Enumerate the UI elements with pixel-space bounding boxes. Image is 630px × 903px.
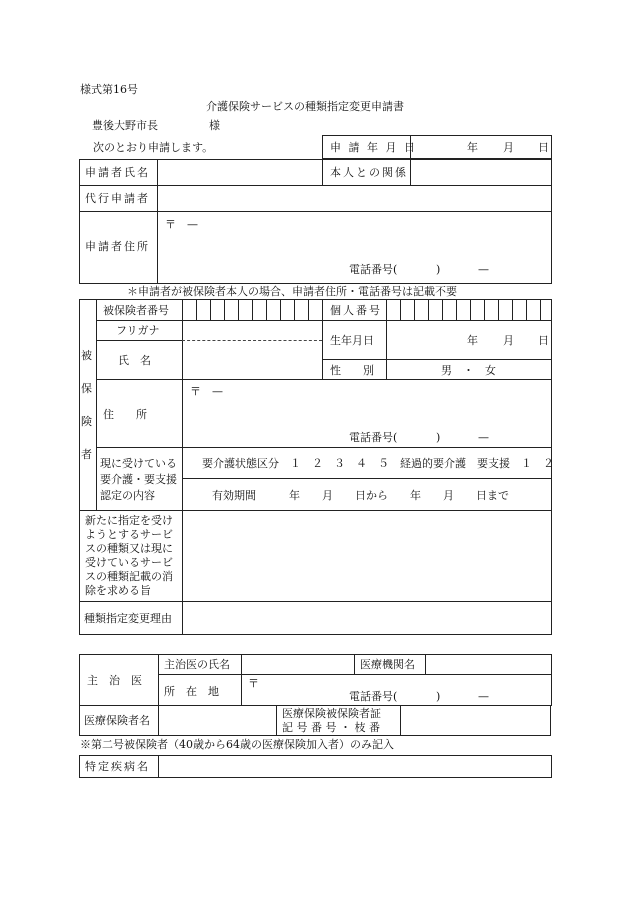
sex-options[interactable]: 男 ・ 女 <box>441 364 496 377</box>
application-date-label: 申 請 年 月 日 <box>330 141 417 154</box>
insured-phone-dash: — <box>478 431 489 444</box>
note-second-insured: ※第二号被保険者（40歳から64歳の医療保険加入者）のみ記入 <box>80 738 394 751</box>
doctor-phone-close: ) <box>436 690 441 703</box>
service-request-line5: スの種類記載の消 <box>85 570 173 583</box>
change-reason-field[interactable] <box>183 602 551 634</box>
service-request-line3: スの種類又は現に <box>85 542 173 555</box>
birth-month: 月 <box>503 334 514 347</box>
doctor-postal-mark: 〒 <box>248 677 259 690</box>
insured-side-char-2: 保 <box>81 382 92 395</box>
service-request-line6: 除を求める旨 <box>85 584 151 597</box>
application-date-year: 年 <box>467 141 478 154</box>
intro-text: 次のとおり申請します。 <box>93 141 214 154</box>
insured-number-label: 被保険者番号 <box>103 304 169 317</box>
insured-postal-dash: — <box>212 385 223 398</box>
application-date-day: 日 <box>538 141 549 154</box>
service-request-line2: ようとするサービ <box>85 528 173 541</box>
insured-side-char-3: 険 <box>81 415 92 428</box>
insured-postal-mark: 〒 <box>190 385 201 398</box>
institution-field[interactable] <box>426 655 551 673</box>
doctor-label: 主 治 医 <box>87 674 142 687</box>
care-label-line1: 現に受けている <box>100 457 177 470</box>
application-date-field[interactable] <box>411 136 551 158</box>
postal-mark: 〒 <box>165 218 176 231</box>
note-applicant: ＊申請者が被保険者本人の場合、申請者住所・電話番号は記載不要 <box>127 285 457 298</box>
proxy-applicant-field[interactable] <box>158 186 551 210</box>
furigana-field[interactable] <box>183 321 321 339</box>
personal-number-label: 個人番号 <box>330 304 382 317</box>
insured-name-label: 氏 名 <box>118 354 151 367</box>
insured-phone-close: ) <box>436 431 441 444</box>
relation-label: 本人との関係 <box>330 166 408 179</box>
disease-label: 特定疾病名 <box>85 760 150 773</box>
sex-label: 性 別 <box>330 364 374 377</box>
care-level-options[interactable]: 要介護状態区分 １ ２ ３ ４ ５ 経過的要介護 要支援 １ ２ <box>202 457 554 470</box>
insured-number-field[interactable] <box>183 300 321 319</box>
form-number: 様式第16号 <box>80 83 138 96</box>
phone-dash: — <box>478 263 489 276</box>
postal-dash: — <box>187 218 198 231</box>
service-request-field[interactable] <box>183 511 551 600</box>
doctor-phone-dash: — <box>478 690 489 703</box>
cert-number-field[interactable] <box>401 706 550 735</box>
doctor-phone-label: 電話番号( <box>349 690 398 703</box>
location-label: 所 在 地 <box>164 685 219 698</box>
validity-period[interactable]: 有効期間 年 月 日から 年 月 日まで <box>212 489 509 502</box>
phone-label: 電話番号( <box>349 263 398 276</box>
doctor-name-field[interactable] <box>242 655 353 673</box>
insured-side-char-4: 者 <box>81 448 92 461</box>
institution-label: 医療機関名 <box>360 658 415 671</box>
cert-label-line1: 医療保険被保険者証 <box>282 707 381 720</box>
applicant-name-field[interactable] <box>158 160 321 184</box>
application-date-month: 月 <box>503 141 514 154</box>
personal-number-field[interactable] <box>387 300 551 319</box>
care-label-line2: 要介護・要支援 <box>100 473 177 486</box>
proxy-applicant-label: 代行申請者 <box>85 192 150 205</box>
doctor-name-label: 主治医の氏名 <box>164 658 230 671</box>
birth-year: 年 <box>467 334 478 347</box>
birth-date-label: 生年月日 <box>330 334 374 347</box>
insured-side-char-1: 被 <box>81 349 92 362</box>
addressee-honorific: 様 <box>209 119 220 132</box>
service-request-line1: 新たに指定を受け <box>85 514 173 527</box>
insured-address-label: 住 所 <box>103 408 147 421</box>
insured-name-field[interactable] <box>183 341 321 378</box>
relation-field[interactable] <box>411 160 551 184</box>
service-request-line4: 受けているサービ <box>85 556 173 569</box>
insurer-field[interactable] <box>159 706 275 735</box>
insured-phone-label: 電話番号( <box>349 431 398 444</box>
cert-label-line2: 記 号 番 号 ・ 枝 番 <box>282 721 380 734</box>
applicant-name-label: 申請者氏名 <box>85 166 150 179</box>
change-reason-label: 種類指定変更理由 <box>84 612 172 625</box>
birth-day: 日 <box>538 334 549 347</box>
furigana-label: フリガナ <box>116 324 160 337</box>
addressee-mayor: 豊後大野市長 <box>92 119 158 132</box>
form-title: 介護保険サービスの種類指定変更申請書 <box>206 100 404 113</box>
applicant-address-label: 申請者住所 <box>85 240 150 253</box>
insurer-label: 医療保険者名 <box>84 714 150 727</box>
phone-close: ) <box>436 263 441 276</box>
care-label-line3: 認定の内容 <box>100 489 155 502</box>
disease-field[interactable] <box>159 756 551 777</box>
